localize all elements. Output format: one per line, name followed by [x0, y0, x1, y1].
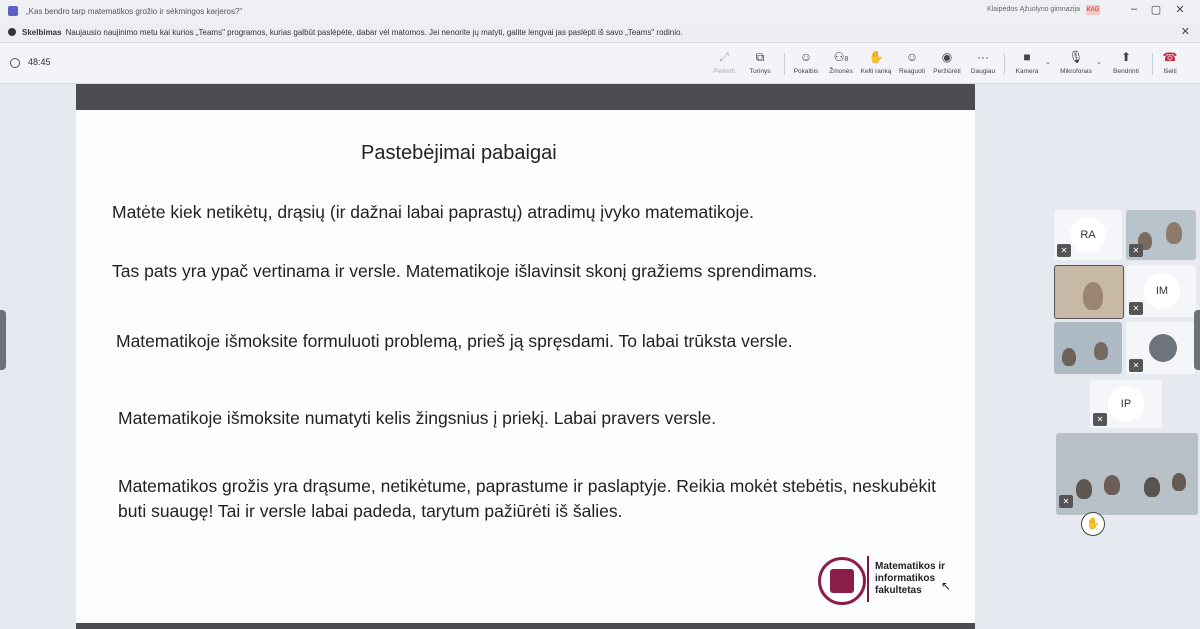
banner-text: Naujausio naujinimo metu kai kurios „Teams" programos, kurias galbūt paslėpėte, dabar vėl matomos. Jei nenorite jų matyti, galite lengvai jas paslėpti iš savo „Teams" rodinio. [65, 27, 683, 37]
microphone-label: Mikrofonas [1060, 68, 1092, 75]
camera-button[interactable] [1007, 49, 1047, 75]
participant-tile[interactable] [1126, 322, 1196, 374]
raised-hand-icon[interactable]: ✋ [1081, 512, 1105, 536]
close-banner-icon[interactable]: ✕ [1180, 26, 1190, 38]
mouse-pointer-icon: ↖ [941, 579, 952, 593]
slide-footer-bar [76, 623, 975, 629]
people-label: Žmonės [829, 68, 853, 75]
leave-label: Išeiti [1163, 68, 1177, 75]
muted-mic-icon: ✕ [1093, 413, 1107, 426]
maximize-icon[interactable]: ▢ [1150, 4, 1162, 16]
microphone-button[interactable] [1056, 49, 1096, 75]
slide-paragraph: Tas pats yra ypač vertinama ir versle. Matematikoje išlavinsit skonį gražiems sprendimams. [112, 261, 818, 281]
participant-video-tile[interactable] [1126, 210, 1196, 260]
leave-button[interactable] [1150, 49, 1190, 75]
slide-paragraph: Matematikoje išmoksite numatyti kelis žingsnius į priekį. Labai pravers versle. [118, 408, 717, 428]
video-person [1076, 479, 1092, 499]
video-person [1166, 222, 1182, 244]
window-titlebar [0, 0, 1200, 23]
more-button[interactable] [963, 49, 1003, 75]
move-label: Perkelti [713, 68, 735, 75]
content-button[interactable] [740, 49, 780, 75]
raise-hand-icon: ✋ [868, 50, 884, 64]
participant-avatar: IM [1144, 273, 1180, 309]
slide-header-bar [76, 84, 975, 110]
move-icon: ⤢ [719, 50, 729, 64]
camera-label: Kamera [1015, 68, 1039, 75]
chat-button[interactable] [786, 49, 826, 75]
mic-off-icon: 🎙 [1068, 50, 1084, 64]
toolbar-divider [784, 53, 785, 75]
video-person [1094, 342, 1108, 360]
participant-avatar: RA [1070, 217, 1106, 253]
move-button[interactable] [704, 49, 744, 75]
announcement-banner [0, 22, 1200, 43]
muted-mic-icon: ✕ [1129, 244, 1143, 257]
people-count: 8 [844, 56, 849, 63]
participant-video-tile[interactable] [1054, 322, 1122, 374]
close-window-icon[interactable]: ✕ [1175, 4, 1185, 16]
more-label: Daugiau [970, 68, 996, 75]
teams-app-icon [8, 6, 18, 16]
chat-label: Pokalbis [793, 68, 819, 75]
slide-title: Pastebėjimai pabaigai [361, 142, 557, 164]
organization-name[interactable]: Klaipėdos Ąžuolyno gimnazija [987, 6, 1080, 13]
chat-icon: ☺ [799, 50, 813, 64]
leave-icon: ☎ [1162, 50, 1178, 64]
content-label: Turinys [749, 68, 771, 75]
window-title: „Kas bendro tarp matematikos grožio ir sėkmingos karjeros?" [26, 6, 243, 16]
slide-paragraph: Matėte kiek netikėtų, drąsių (ir dažnai labai paprastų) atradimų įvyko matematikoje. [112, 202, 754, 222]
share-screen-button[interactable] [1106, 49, 1146, 75]
right-panel-handle[interactable] [1194, 310, 1200, 370]
announcement-icon [8, 28, 16, 36]
muted-mic-icon: ✕ [1129, 359, 1143, 372]
left-panel-handle[interactable] [0, 310, 6, 370]
camera-options-chevron-icon[interactable]: ⌄ [1045, 59, 1051, 66]
toolbar-divider [1004, 53, 1005, 75]
raise-hand-button[interactable] [856, 49, 896, 75]
react-button[interactable] [892, 49, 932, 75]
shared-presentation-slide [76, 84, 975, 629]
video-person [1062, 348, 1076, 366]
video-person [1083, 282, 1103, 310]
share-screen-label: Bendrinti [1113, 68, 1139, 75]
video-person [1104, 475, 1120, 495]
meeting-status-icon [10, 58, 20, 68]
faculty-name-line: informatikos [875, 573, 936, 584]
participant-tile[interactable] [1126, 265, 1196, 317]
muted-mic-icon: ✕ [1059, 495, 1073, 508]
video-person [1172, 473, 1186, 491]
raise-hand-label: Kelti ranką [860, 68, 892, 75]
view-icon: ◉ [941, 50, 953, 64]
banner-label: Skelbimas [22, 27, 62, 37]
university-seal-logo [818, 557, 866, 605]
logo-divider [867, 556, 869, 602]
share-icon: ⧉ [755, 50, 765, 64]
video-person [1144, 477, 1160, 497]
share-screen-icon: ⬆ [1120, 50, 1132, 64]
mic-options-chevron-icon[interactable]: ⌄ [1096, 59, 1102, 66]
participant-avatar: IP [1108, 386, 1144, 422]
organization-badge[interactable]: KAG [1086, 7, 1100, 13]
people-button[interactable] [821, 49, 861, 75]
participant-avatar-photo [1149, 334, 1177, 362]
view-label: Peržiūrėti [933, 68, 961, 75]
react-label: Reaguoti [898, 68, 926, 75]
meeting-timer: 48:45 [28, 57, 51, 67]
muted-mic-icon: ✕ [1057, 244, 1071, 257]
muted-mic-icon: ✕ [1129, 302, 1143, 315]
participant-tile[interactable] [1090, 380, 1162, 428]
slide-paragraph: Matematikoje išmoksite formuluoti problemą, prieš ją spręsdami. To labai trūksta versle. [116, 331, 793, 351]
more-icon: ··· [977, 50, 989, 64]
people-icon: ⚇8 [833, 50, 849, 64]
faculty-logo-text [875, 561, 945, 597]
participant-video-tile-classroom[interactable] [1056, 433, 1198, 515]
slide-paragraph: Matematikos grožis yra drąsume, netikėtume, paprastume ir paslaptyje. Reikia mokėt stebėtis, neskubėkit buti suaugę! Tai ir versle labai padeda, tarytum pažiūrėti iš šalies. [118, 476, 936, 521]
minimize-icon[interactable]: – [1130, 3, 1138, 15]
view-button[interactable] [927, 49, 967, 75]
participant-tile[interactable] [1054, 210, 1122, 260]
react-icon: ☺ [905, 50, 919, 64]
faculty-name-line: Matematikos ir [875, 561, 946, 572]
camera-icon: ■ [1023, 50, 1031, 64]
participant-video-tile-active[interactable] [1054, 265, 1124, 319]
faculty-name-line: fakultetas [875, 585, 922, 596]
meeting-toolbar [0, 43, 1200, 84]
